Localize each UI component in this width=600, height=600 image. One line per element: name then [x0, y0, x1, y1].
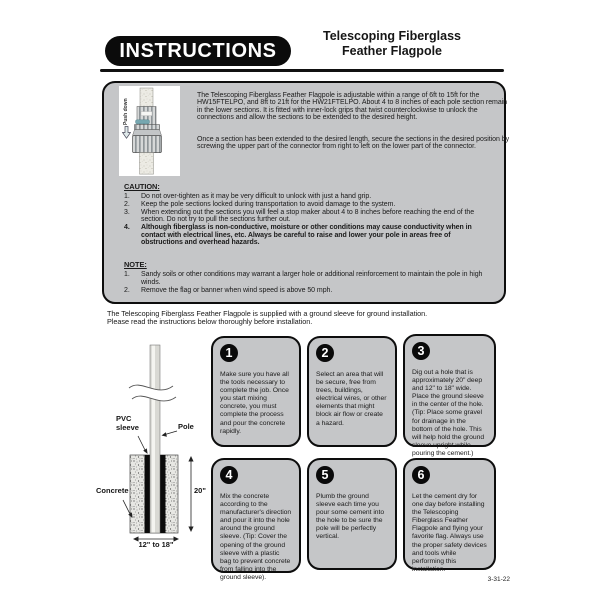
caution-item — [124, 209, 492, 224]
page-title-line2: Feather Flagpole — [341, 44, 443, 58]
step-box-2 — [307, 336, 397, 447]
step-number: 3 — [412, 342, 430, 360]
connector-figure — [119, 86, 180, 176]
item-text: Keep the pole sections locked during transportation to avoid damage to the system. — [141, 200, 396, 208]
down-arrow-icon — [122, 126, 131, 139]
step-text: Make sure you have all the tools necessary to complete the job. Once you start mixing concrete, you must complete the process and pour the concrete rapidly. — [220, 371, 289, 435]
step-number: 5 — [316, 466, 334, 484]
installation-diagram — [85, 340, 210, 555]
concrete-label: Concrete — [96, 486, 129, 495]
note-section — [124, 261, 492, 294]
overview-paragraph-1: The Telescoping Fiberglass Feather Flagpole is adjustable within a range of 6ft to 15ft for the HW15FTELPO, and 8ft to 21ft for the HW21FTELPO. About 4 to 8 inches of each pole section remain in the lower sections. It is fitted with inner-lock grips that twist counterclockwise to unlock the connections and allow the sections to be extended to the desired height. — [197, 92, 508, 122]
item-number: 1. — [124, 271, 130, 279]
item-text: Remove the flag or banner when wind speed is above 50 mph. — [141, 286, 333, 294]
step-box-4 — [211, 458, 301, 581]
page-title-line1: Telescoping Fiberglass — [322, 29, 461, 43]
step-text: Let the cement dry for one day before installing the Telescoping Fiberglass Feather Flagpole and flying your favorite flag. Always use the proper safety devices and tools while performing this installation. — [412, 493, 487, 573]
caution-section — [124, 183, 492, 247]
step-text: Select an area that will be secure, free from trees, buildings, electrical wires, or other elements that might block air flow or create a hazard. — [316, 371, 387, 427]
note-item — [124, 271, 492, 286]
revision-date: 3-31-22 — [487, 576, 510, 583]
depth-label: 20" — [194, 486, 206, 495]
pole-label: Pole — [178, 422, 194, 431]
step-number: 4 — [220, 466, 238, 484]
item-number: 1. — [124, 193, 130, 201]
intro-text — [107, 310, 517, 326]
step-box-1 — [211, 336, 301, 447]
caution-item — [124, 201, 492, 209]
item-text: When extending out the sections you will feel a stop maker about 4 to 8 inches before reaching the end of the section. Do not try to pull the sections further out. — [141, 208, 475, 224]
item-text: Do not over-tighten as it may be very difficult to unlock with just a hand grip. — [141, 193, 372, 201]
item-number: 3. — [124, 208, 130, 216]
item-text: Sandy soils or other conditions may warrant a larger hole or additional reinforcement to maintain the pole in high winds. — [141, 271, 483, 286]
overview-paragraphs — [197, 92, 510, 150]
step-number: 2 — [316, 344, 334, 362]
header-divider — [100, 69, 504, 72]
step-text: Mix the concrete according to the manufacturer's direction and pour it into the hole around the ground sleeve. (Tip: Cover the opening of the ground sleeve with a plastic bag to prevent concrete from falling into the ground sleeve). — [220, 493, 292, 581]
caution-item-warning — [124, 224, 492, 247]
step-text: Plumb the ground sleeve each time you pour some cement into the hole to be sure the pole will be perfectly vertical. — [316, 493, 385, 541]
caution-heading: CAUTION: — [124, 182, 160, 191]
note-item — [124, 287, 492, 295]
step-number: 1 — [220, 344, 238, 362]
pvc-sleeve-label-line2: sleeve — [116, 422, 139, 432]
item-number: 2. — [124, 286, 130, 294]
step-box-3 — [403, 334, 496, 457]
caution-item — [124, 193, 492, 201]
push-down-label: Push down — [123, 98, 129, 125]
step-box-6 — [403, 458, 496, 573]
item-text: Although fiberglass is non-conductive, moisture or other conditions may cause conductivity when in contact with electrical lines, etc. Always be careful to raise and lower your pole in areas free of obstructions and overhead hazards. — [141, 224, 472, 247]
step-number: 6 — [412, 466, 430, 484]
pvc-sleeve-label — [116, 415, 139, 432]
item-number: 4. — [124, 224, 130, 232]
pvc-sleeve-label-line1: PVC — [116, 414, 132, 423]
overview-panel — [102, 81, 510, 304]
step-text: Dig out a hole that is approximately 20" deep and 12" to 18" wide. Place the ground sleeve in the center of the hole. (Tip: Place some gravel for drainage in the bottom of the hole. This will help hold the ground sleeve upright while pouring the cement.) — [412, 369, 485, 457]
page-title — [292, 29, 492, 59]
item-number: 2. — [124, 200, 130, 208]
intro-line2: Please read the instructions below thoroughly before installation. — [107, 317, 313, 327]
width-label: 12" to 18" — [138, 540, 174, 549]
intro-line1: The Telescoping Fiberglass Feather Flagpole is supplied with a ground sleeve for ground installation. — [107, 309, 428, 318]
note-heading: NOTE: — [124, 260, 147, 269]
step-box-5 — [307, 458, 397, 570]
overview-paragraph-2: Once a section has been extended to the desired length, secure the sections in the desired position by screwing the upper part of the connector from right to left on the lower part of the connector. — [197, 135, 510, 151]
instructions-badge: INSTRUCTIONS — [105, 36, 291, 66]
